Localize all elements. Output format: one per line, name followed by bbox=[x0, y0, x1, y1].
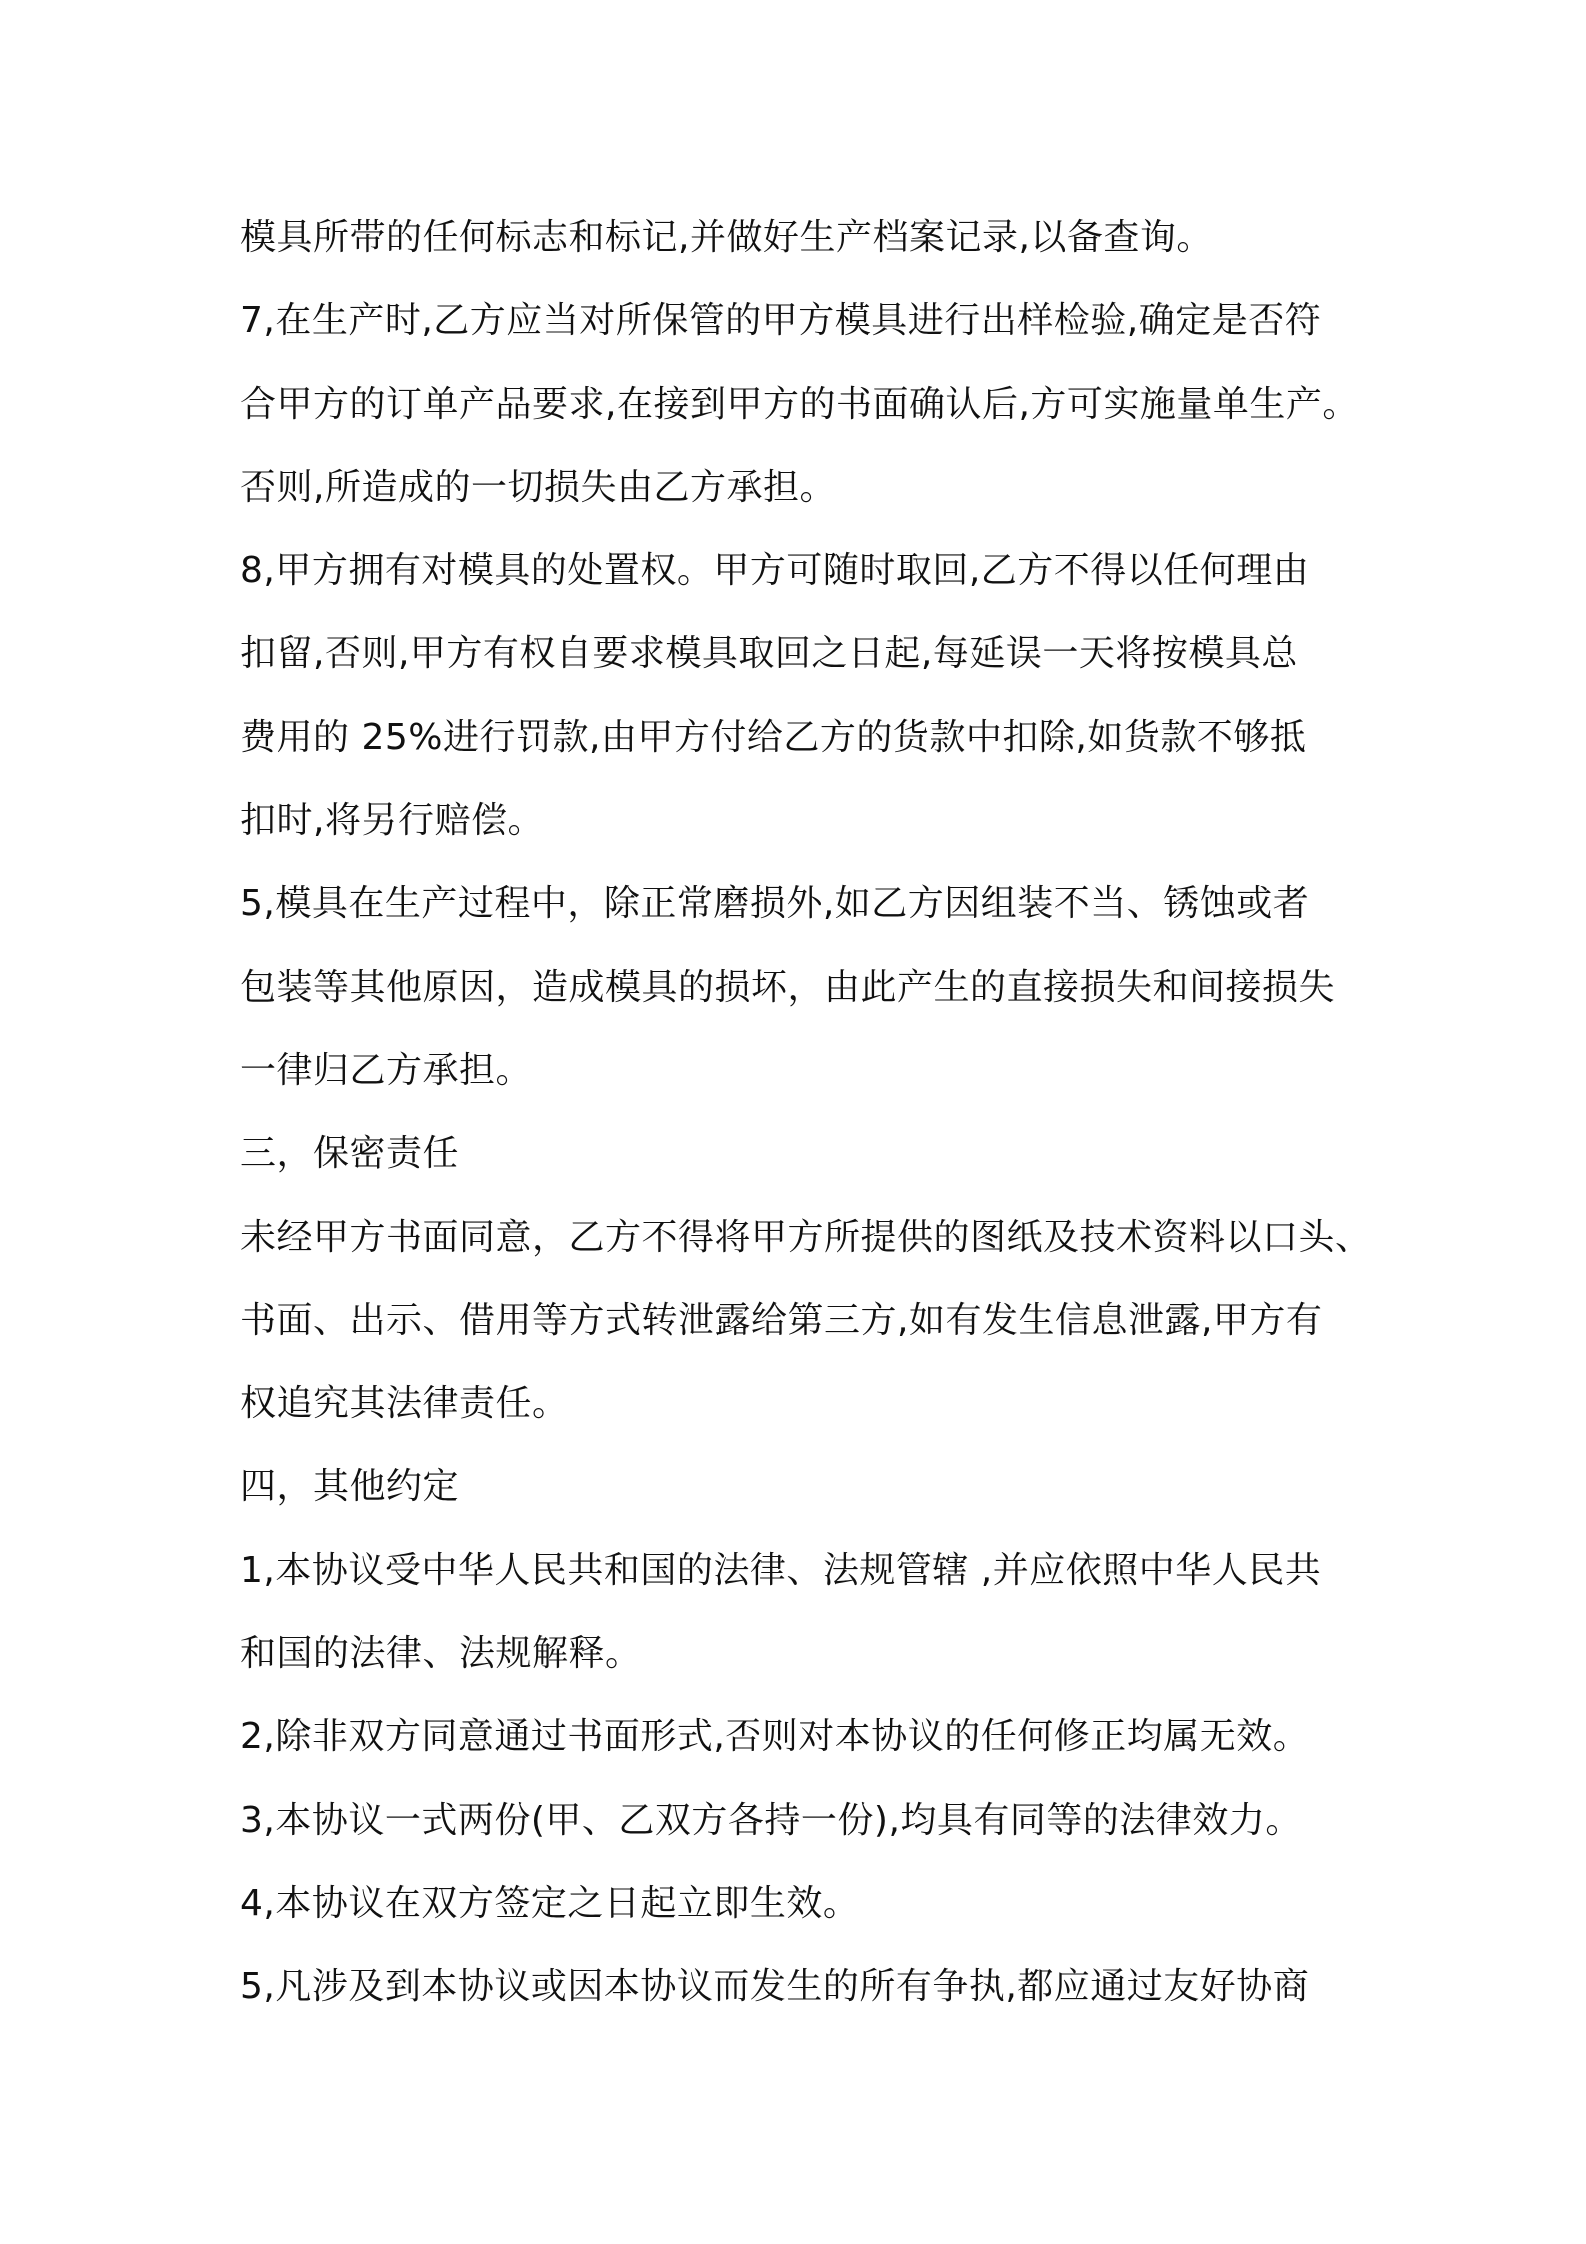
text-line: 未经甲方书面同意，乙方不得将甲方所提供的图纸及技术资料以口头、 bbox=[240, 1216, 1372, 1258]
text-line: 2,除非双方同意通过书面形式,否则对本协议的任何修正均属无效。 bbox=[240, 1716, 1310, 1758]
text-line: 模具所带的任何标志和标记,并做好生产档案记录,以备查询。 bbox=[240, 217, 1213, 258]
text-line: 一律归乙方承担。 bbox=[240, 1049, 533, 1091]
text-line: 费用的 25%进行罚款,由甲方付给乙方的货款中扣除,如货款不够抵 bbox=[240, 716, 1307, 758]
section-heading: 三，保密责任 bbox=[240, 1133, 460, 1175]
text-line: 4,本协议在双方签定之日起立即生效。 bbox=[240, 1882, 860, 1924]
text-line: 扣时,将另行赔偿。 bbox=[240, 800, 544, 842]
contract-body bbox=[240, 196, 1380, 2029]
text-line: 5,模具在生产过程中，除正常磨损外,如乙方因组装不当、锈蚀或者 bbox=[240, 883, 1310, 925]
text-line: 1,本协议受中华人民共和国的法律、法规管辖 ,并应依照中华人民共 bbox=[240, 1549, 1322, 1591]
text-line: 权追究其法律责任。 bbox=[240, 1383, 569, 1425]
text-line: 合甲方的订单产品要求,在接到甲方的书面确认后,方可实施量单生产。 bbox=[240, 383, 1359, 425]
text-line: 书面、出示、借用等方式转泄露给第三方,如有发生信息泄露,甲方有 bbox=[240, 1299, 1323, 1341]
text-line: 8,甲方拥有对模具的处置权。甲方可随时取回,乙方不得以任何理由 bbox=[240, 550, 1310, 592]
text-line: 7,在生产时,乙方应当对所保管的甲方模具进行出样检验,确定是否符 bbox=[240, 300, 1322, 342]
text-line: 包装等其他原因，造成模具的损坏，由此产生的直接损失和间接损失 bbox=[240, 966, 1336, 1008]
text-line: 5,凡涉及到本协议或因本协议而发生的所有争执,都应通过友好协商 bbox=[240, 1966, 1310, 2008]
text-line: 扣留,否则,甲方有权自要求模具取回之日起,每延误一天将按模具总 bbox=[240, 633, 1298, 675]
text-line: 和国的法律、法规解释。 bbox=[240, 1633, 642, 1675]
text-line: 3,本协议一式两份(甲、乙双方各持一份),均具有同等的法律效力。 bbox=[240, 1799, 1302, 1841]
section-heading: 四，其他约定 bbox=[240, 1466, 460, 1508]
text-line: 否则,所造成的一切损失由乙方承担。 bbox=[240, 466, 836, 508]
